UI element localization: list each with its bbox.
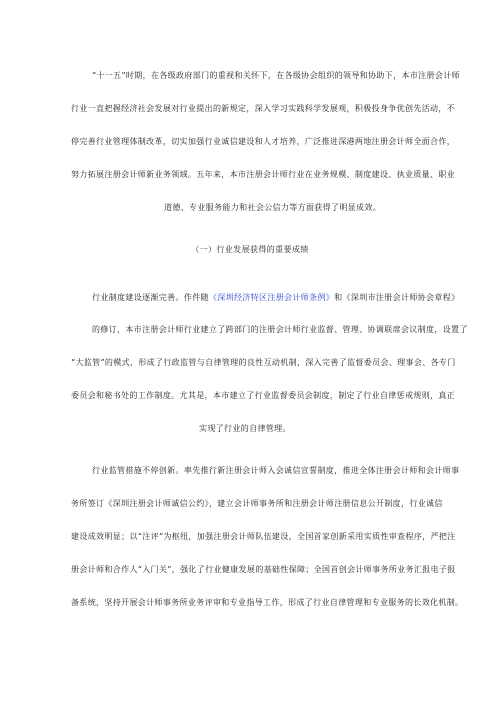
paragraph1-line4: 努力拓展注册会计师新业务领域。五年来，本市注册会计师行业在业务规模、制度建设、执业质量、职业 <box>71 170 456 179</box>
paragraph2-line5: 实现了行业的自律管理。 <box>199 424 291 433</box>
paragraph1-line2: 行业一直把握经济社会发展对行业提出的新规定，深入学习实践科学发展观，积极投身争优创先活动，不 <box>71 104 456 113</box>
paragraph2-line1-middle: 和 <box>334 293 343 302</box>
paragraph3-line1: 行业监管措施不停创新。率先推行新注册会计师入会诚信宣誓制度，推进全体注册会计师和会计师事 <box>92 466 460 475</box>
paragraph3-line4: 册会计师和合作人“入门关”，强化了行业健康发展的基础性保障；全国首创会计师事务所业务汇报电子报 <box>71 565 456 574</box>
paragraph2-line1-prefix: 行业制度建设逐渐完善。作件随 <box>92 293 209 302</box>
charter-title: 《深圳市注册会计师协会章程》 <box>342 293 460 302</box>
paragraph2-line4: 委员会和秘书处的工作制度。尤其是，本市建立了行业监督委员会制度，制定了行业自律惩戒规则，真正 <box>71 391 456 400</box>
paragraph3-line5: 备系统，坚持开展会计师事务所业务评审和专业指导工作，形成了行业自律管理和专业服务的长效化机制。 <box>71 598 464 607</box>
paragraph1-line5: 道德、专业服务能力和社会公信力等方面获得了明显成效。 <box>164 203 382 212</box>
paragraph2-line1 <box>92 293 459 303</box>
paragraph3-line3: 建设成效明显；以“注评”为枢纽，加强注册会计师队伍建设，全国首家创新采用实质性审查程序，严把注 <box>71 532 456 541</box>
paragraph3-line2: 务所签订《深圳注册会计师诚信公约》，建立会计师事务所和注册会计师注册信息公开制度，行业诚信 <box>71 499 443 508</box>
section-heading: （一）行业发展获得的重要成绩 <box>191 245 309 254</box>
paragraph2-line2: 的修订，本市注册会计师行业建立了跨部门的注册会计师行业监督、管理、协调联席会议制度，设置了 <box>92 325 468 334</box>
paragraph1-line3: 停完善行业管理体制改革，切实加强行业诚信建设和人才培养，广泛推进深港两地注册会计师全面合作， <box>71 137 456 146</box>
paragraph1-line1: “十一五”时期，在各级政府部门的重视和关怀下，在各级协会组织的领导和协助下，本市注册会计师 <box>92 71 460 80</box>
regulation-link[interactable]: 《深圳经济特区注册会计师条例》 <box>208 293 335 302</box>
paragraph2-line3: “大监管”的模式，形成了行政监管与自律管理的良性互动机制，深入完善了监督委员会、理事会、各专门 <box>71 358 456 367</box>
